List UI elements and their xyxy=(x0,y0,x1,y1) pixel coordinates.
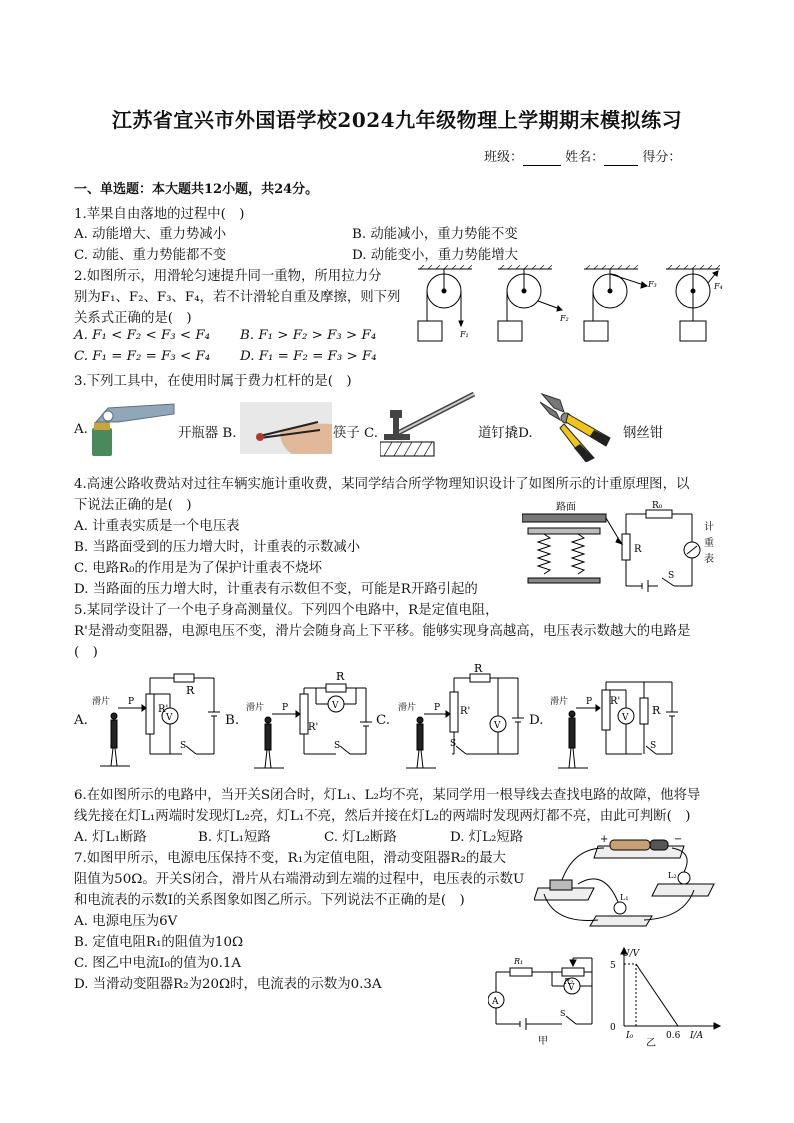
yi-caption: 乙 xyxy=(646,1038,656,1048)
switch-label-d: S xyxy=(650,741,657,751)
yi-y-axis-label: U/V xyxy=(622,949,640,959)
battery-plus-label: + xyxy=(600,834,609,845)
q5-stem-line1: 5.某同学设计了一个电子身高测量仪。下列四个电路中，R是定值电阻， xyxy=(74,603,499,618)
rprime-label-a: R' xyxy=(158,704,169,715)
r-label-a: R xyxy=(186,684,195,697)
q4-option-c[interactable]: C. 电路R₀的作用是为了保护计重表不烧坏 xyxy=(74,561,322,576)
r0-label: R₀ xyxy=(652,501,663,511)
q5-option-b[interactable]: B. xyxy=(225,713,240,728)
spike-bar-image xyxy=(380,392,476,460)
yi-origin: 0 xyxy=(610,1023,616,1033)
voltmeter-label-d: V xyxy=(622,713,629,723)
p-label-b: P xyxy=(282,703,289,713)
pulley-f3-label: F₃ xyxy=(648,280,657,289)
q7-option-b[interactable]: B. 定值电阻R₁的阻值为10Ω xyxy=(74,935,244,950)
height-circuit-b xyxy=(242,664,378,774)
q2-option-c[interactable]: C. F₁ = F₂ = F₃ < F₄ xyxy=(74,349,211,364)
p-label-a: P xyxy=(128,697,135,707)
q6-option-a[interactable]: A. 灯L₁断路 xyxy=(74,830,147,845)
jia-r1-label: R₁ xyxy=(514,957,524,966)
q7-stem-line1: 7.如图甲所示，电源电压保持不变，R₁为定值电阻，滑动变阻器R₂的最大 xyxy=(74,851,507,866)
student-info-line xyxy=(484,146,681,166)
q7-stem-line3: 和电流表的示数I的关系图象如图乙所示。下列说法不正确的是( ) xyxy=(74,893,465,908)
q2-stem-line3: 关系式正确的是( ) xyxy=(74,311,192,326)
p-label-d: P xyxy=(586,697,593,707)
q6-option-c[interactable]: C. 灯L₂断路 xyxy=(324,830,397,845)
class-label: 班级： xyxy=(484,150,524,165)
q1-stem: 1.苹果自由落地的过程中( ) xyxy=(74,207,245,222)
section-heading: 一、单选题：本大题共12小题，共24分。 xyxy=(74,182,319,197)
q4-stem-line2: 下说法正确的是( ) xyxy=(74,498,192,513)
q2-stem-line2: 别为F₁、F₂、F₃、F₄，若不计滑轮自重及摩擦，则下列 xyxy=(74,290,401,305)
q7-graph-yi xyxy=(604,944,722,1048)
q2-option-d[interactable]: D. F₁ = F₂ = F₃ > F₄ xyxy=(240,349,377,364)
yi-tick-06: 0.6 xyxy=(666,1031,681,1041)
q4-stem-line1: 4.高速公路收费站对过往车辆实施计重收费，某同学结合所学物理知识设计了如图所示的计重原理图，以 xyxy=(74,477,690,492)
slider-label-c: 滑片 xyxy=(398,703,417,713)
road-label: 路面 xyxy=(556,502,576,513)
q6-option-b[interactable]: B. 灯L₁短路 xyxy=(198,830,271,845)
bottle-opener-image xyxy=(88,396,176,458)
q7-stem-line2: 阻值为50Ω。开关S闭合，滑片从右端滑动到左端的过程中，电压表的示数U xyxy=(74,872,525,887)
q3-option-c-label[interactable]: 道钉撬D. xyxy=(478,426,533,441)
height-circuit-a xyxy=(90,664,226,774)
rprime-label-d: R' xyxy=(610,696,621,707)
r-label: R xyxy=(634,544,642,555)
pulley-f1-label: F₁ xyxy=(460,330,469,339)
slider-label-a: 滑片 xyxy=(92,697,111,707)
q2-stem-line1: 2.如图所示，用滑轮匀速提升同一重物，所用拉力分 xyxy=(74,269,382,284)
rprime-label-c: R' xyxy=(460,706,471,717)
p-label-c: P xyxy=(434,703,441,713)
jia-ammeter-label: A xyxy=(492,997,499,1007)
q5-stem-line3: ( ) xyxy=(74,645,98,660)
meter-label-1: 计 xyxy=(704,522,714,533)
r-label-b: R xyxy=(336,670,345,683)
pulley-f2-label: F₂ xyxy=(560,314,569,323)
meter-label-2: 重 xyxy=(704,538,714,549)
rprime-label-b: R' xyxy=(308,722,319,733)
q4-option-d[interactable]: D. 当路面的压力增大时，计重表有示数但不变，可能是R开路引起的 xyxy=(74,582,478,597)
name-label: 姓名： xyxy=(565,150,605,165)
jia-switch-label: S xyxy=(560,1009,566,1018)
switch-label-c: S xyxy=(450,739,457,749)
r-label-d: R xyxy=(652,704,661,717)
lamp-l1-label: L₁ xyxy=(620,893,629,902)
q5-option-a[interactable]: A. xyxy=(74,713,88,728)
pulley-f4-label: F₄ xyxy=(714,282,723,291)
yi-tick-5: 5 xyxy=(610,961,616,971)
q6-stem-line2: 线先接在灯L₁两端时发现灯L₂亮，灯L₁不亮，然后并接在灯L₂的两端时发现两灯都不亮，由此可判断( ) xyxy=(74,809,691,824)
q6-option-d[interactable]: D. 灯L₂短路 xyxy=(450,830,524,845)
voltmeter-label-c: V xyxy=(494,721,501,731)
q7-circuit-jia xyxy=(488,950,602,1046)
height-circuit-d xyxy=(546,664,682,774)
q2-option-b[interactable]: B. F₁ > F₂ > F₃ > F₄ xyxy=(240,328,377,343)
chopsticks-image xyxy=(240,402,332,454)
r-label-c: R xyxy=(474,664,483,675)
yi-x-axis-label: I/A xyxy=(690,1031,704,1041)
q6-stem-line1: 6.在如图所示的电路中，当开关S闭合时，灯L₁、L₂均不亮，某同学用一根导线去查找电路的故障，他将导 xyxy=(74,788,701,803)
q5-option-c[interactable]: C. xyxy=(376,713,391,728)
lamp-circuit-figure xyxy=(534,828,722,928)
page-title: 江苏省宜兴市外国语学校2024九年级物理上学期期末模拟练习 xyxy=(111,108,683,132)
meter-label-3: 表 xyxy=(704,554,714,565)
q7-option-d[interactable]: D. 当滑动变阻器R₂为20Ω时，电流表的示数为0.3A xyxy=(74,977,382,992)
q7-option-c[interactable]: C. 图乙中电流I₀的值为0.1A xyxy=(74,956,242,971)
voltmeter-label-a: V xyxy=(166,713,173,723)
q7-option-a[interactable]: A. 电源电压为6V xyxy=(74,914,178,929)
jia-r2-label: R₂ xyxy=(564,977,574,986)
q3-option-b-label[interactable]: 筷子 C. xyxy=(333,426,379,441)
jia-caption: 甲 xyxy=(538,1036,548,1046)
class-blank[interactable] xyxy=(523,150,561,166)
score-label: 得分： xyxy=(642,150,682,165)
lamp-l2-label: L₂ xyxy=(668,871,677,880)
q3-option-d-label[interactable]: 钢丝钳 xyxy=(623,426,664,441)
q3-option-a-prefix[interactable]: A. xyxy=(74,422,88,437)
switch-s-label: S xyxy=(668,571,675,581)
weighing-circuit-figure xyxy=(522,498,728,596)
pliers-image xyxy=(536,390,620,462)
q3-stem: 3.下列工具中，在使用时属于费力杠杆的是( ) xyxy=(74,374,352,389)
q4-option-b[interactable]: B. 当路面受到的压力增大时，计重表的示数减小 xyxy=(74,540,361,555)
q1-option-a[interactable]: A. 动能增大、重力势减小 xyxy=(74,227,227,242)
q1-option-d[interactable]: D. 动能变小，重力势能增大 xyxy=(352,248,519,263)
q1-option-b[interactable]: B. 动能减小，重力势能不变 xyxy=(352,227,518,242)
pulley-figure xyxy=(410,265,728,351)
q2-option-a[interactable]: A. F₁ < F₂ < F₃ < F₄ xyxy=(74,328,211,343)
height-circuit-c xyxy=(394,664,530,774)
switch-label-b: S xyxy=(334,741,341,751)
q5-option-d[interactable]: D. xyxy=(529,713,544,728)
q1-option-c[interactable]: C. 动能、重力势能都不变 xyxy=(74,248,227,263)
q4-option-a[interactable]: A. 计重表实质是一个电压表 xyxy=(74,519,240,534)
switch-label-a: S xyxy=(180,741,187,751)
q3-option-a-label[interactable]: 开瓶器 B. xyxy=(178,426,237,441)
voltmeter-label-b: V xyxy=(332,701,339,711)
yi-i0-label: I₀ xyxy=(626,1031,634,1041)
name-blank[interactable] xyxy=(604,150,638,166)
q5-stem-line2: R'是滑动变阻器，电源电压不变，滑片会随身高上下平移。能够实现身高越高，电压表示数越大的电路是 xyxy=(74,624,691,639)
jia-voltmeter-label: V xyxy=(568,983,575,993)
battery-minus-label: − xyxy=(674,834,683,845)
slider-label-b: 滑片 xyxy=(246,703,265,713)
slider-label-d: 滑片 xyxy=(550,697,569,707)
